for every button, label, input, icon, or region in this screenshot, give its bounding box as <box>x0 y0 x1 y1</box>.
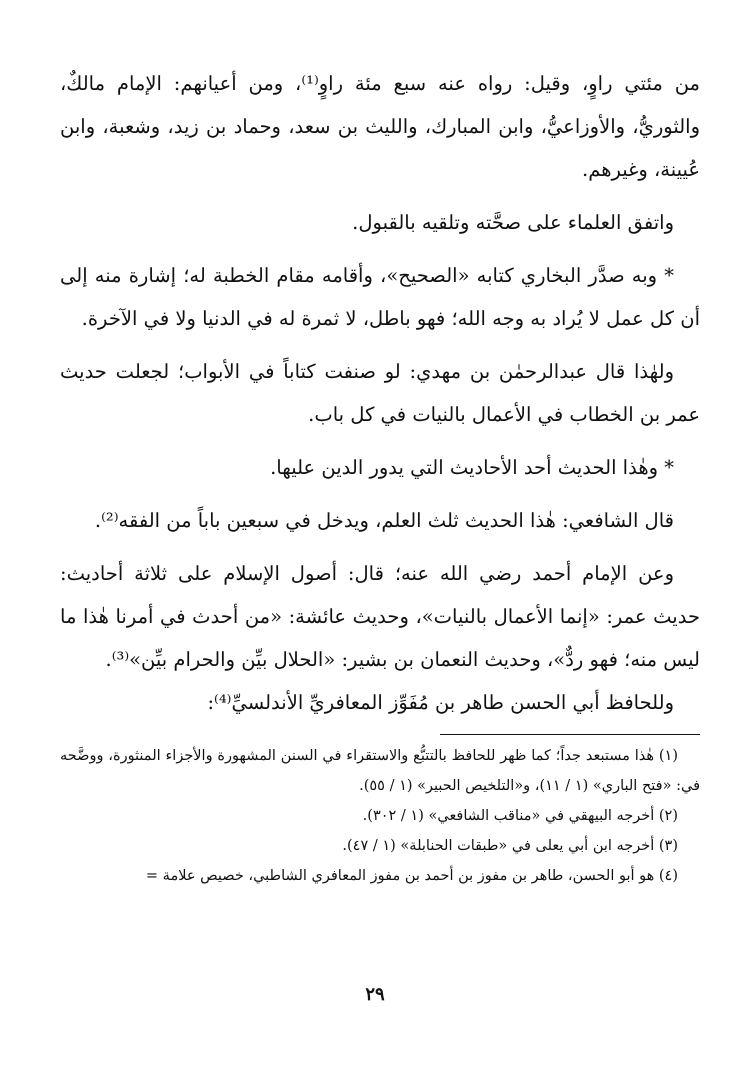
footnotes <box>60 741 700 891</box>
paragraph-ibn-mahdi: ولهٰذا قال عبدالرحمٰن بن مهدي: لو صنفت كتاباً في الأبواب؛ لجعلت حديث عمر بن الخطاب في الأعمال بالنيات في كل باب. <box>60 360 700 426</box>
footnote-2: (٢) أخرجه البيهقي في «مناقب الشافعي» (١ / ٣٠٢). <box>362 808 678 824</box>
page-body <box>60 62 700 891</box>
paragraph-shafii: قال الشافعي: هٰذا الحديث ثلث العلم، ويدخل في سبعين باباً من الفقه⁽²⁾. <box>94 509 674 532</box>
footnote-1: (١) هٰذا مستبعد جداً؛ كما ظهر للحافظ بالتتبُّع والاستقراء في السنن المشهورة والأجزاء المنثورة، ووضَّحه في: «فتح الباري» (١ / ١١)، و«التلخيص الحبير» (١ / ٥٥). <box>60 748 700 794</box>
paragraph-ibn-mufawwiz: وللحافظ أبي الحسن طاهر بن مُفَوِّز المعافريِّ الأندلسيِّ⁽⁴⁾: <box>207 691 674 714</box>
page-number: ٢٩ <box>365 984 385 1005</box>
footnote-4: (٤) هو أبو الحسن، طاهر بن مفوز بن أحمد بن مفوز المعافري الشاطبي، خصيص علامة = <box>145 868 678 884</box>
footnote-3: (٣) أخرجه ابن أبي يعلى في «طبقات الحنابلة» (١ / ٤٧). <box>342 838 678 854</box>
paragraph-hadith-axis: * وهٰذا الحديث أحد الأحاديث التي يدور الدين عليها. <box>270 456 674 479</box>
footnote-divider <box>440 734 700 735</box>
paragraph-bukhari: * وبه صدَّر البخاري كتابه «الصحيح»، وأقامه مقام الخطبة له؛ إشارة منه إلى أن كل عمل لا يُراد به وجه الله؛ فهو باطل، لا ثمرة له في الدنيا ولا في الآخرة. <box>60 264 700 330</box>
paragraph-consensus: واتفق العلماء على صحَّته وتلقيه بالقبول. <box>352 211 674 234</box>
paragraph-narrators: من مئتي راوٍ، وقيل: رواه عنه سبع مئة راوٍ⁽¹⁾، ومن أعيانهم: الإمام مالكٌ، والثوريُّ، والأوزاعيُّ، وابن المبارك، والليث بن سعد، وحماد بن زيد، وشعبة، وابن عُيينة، وغيرهم. <box>60 72 700 181</box>
paragraph-ahmad: وعن الإمام أحمد رضي الله عنه؛ قال: أصول الإسلام على ثلاثة أحاديث: حديث عمر: «إنما الأعمال بالنيات»، وحديث عائشة: «من أحدث في أمرنا هٰذا ما ليس منه؛ فهو ردٌّ»، وحديث النعمان بن بشير: «الحلال بيِّن والحرام بيِّن»⁽³⁾. <box>60 562 700 671</box>
